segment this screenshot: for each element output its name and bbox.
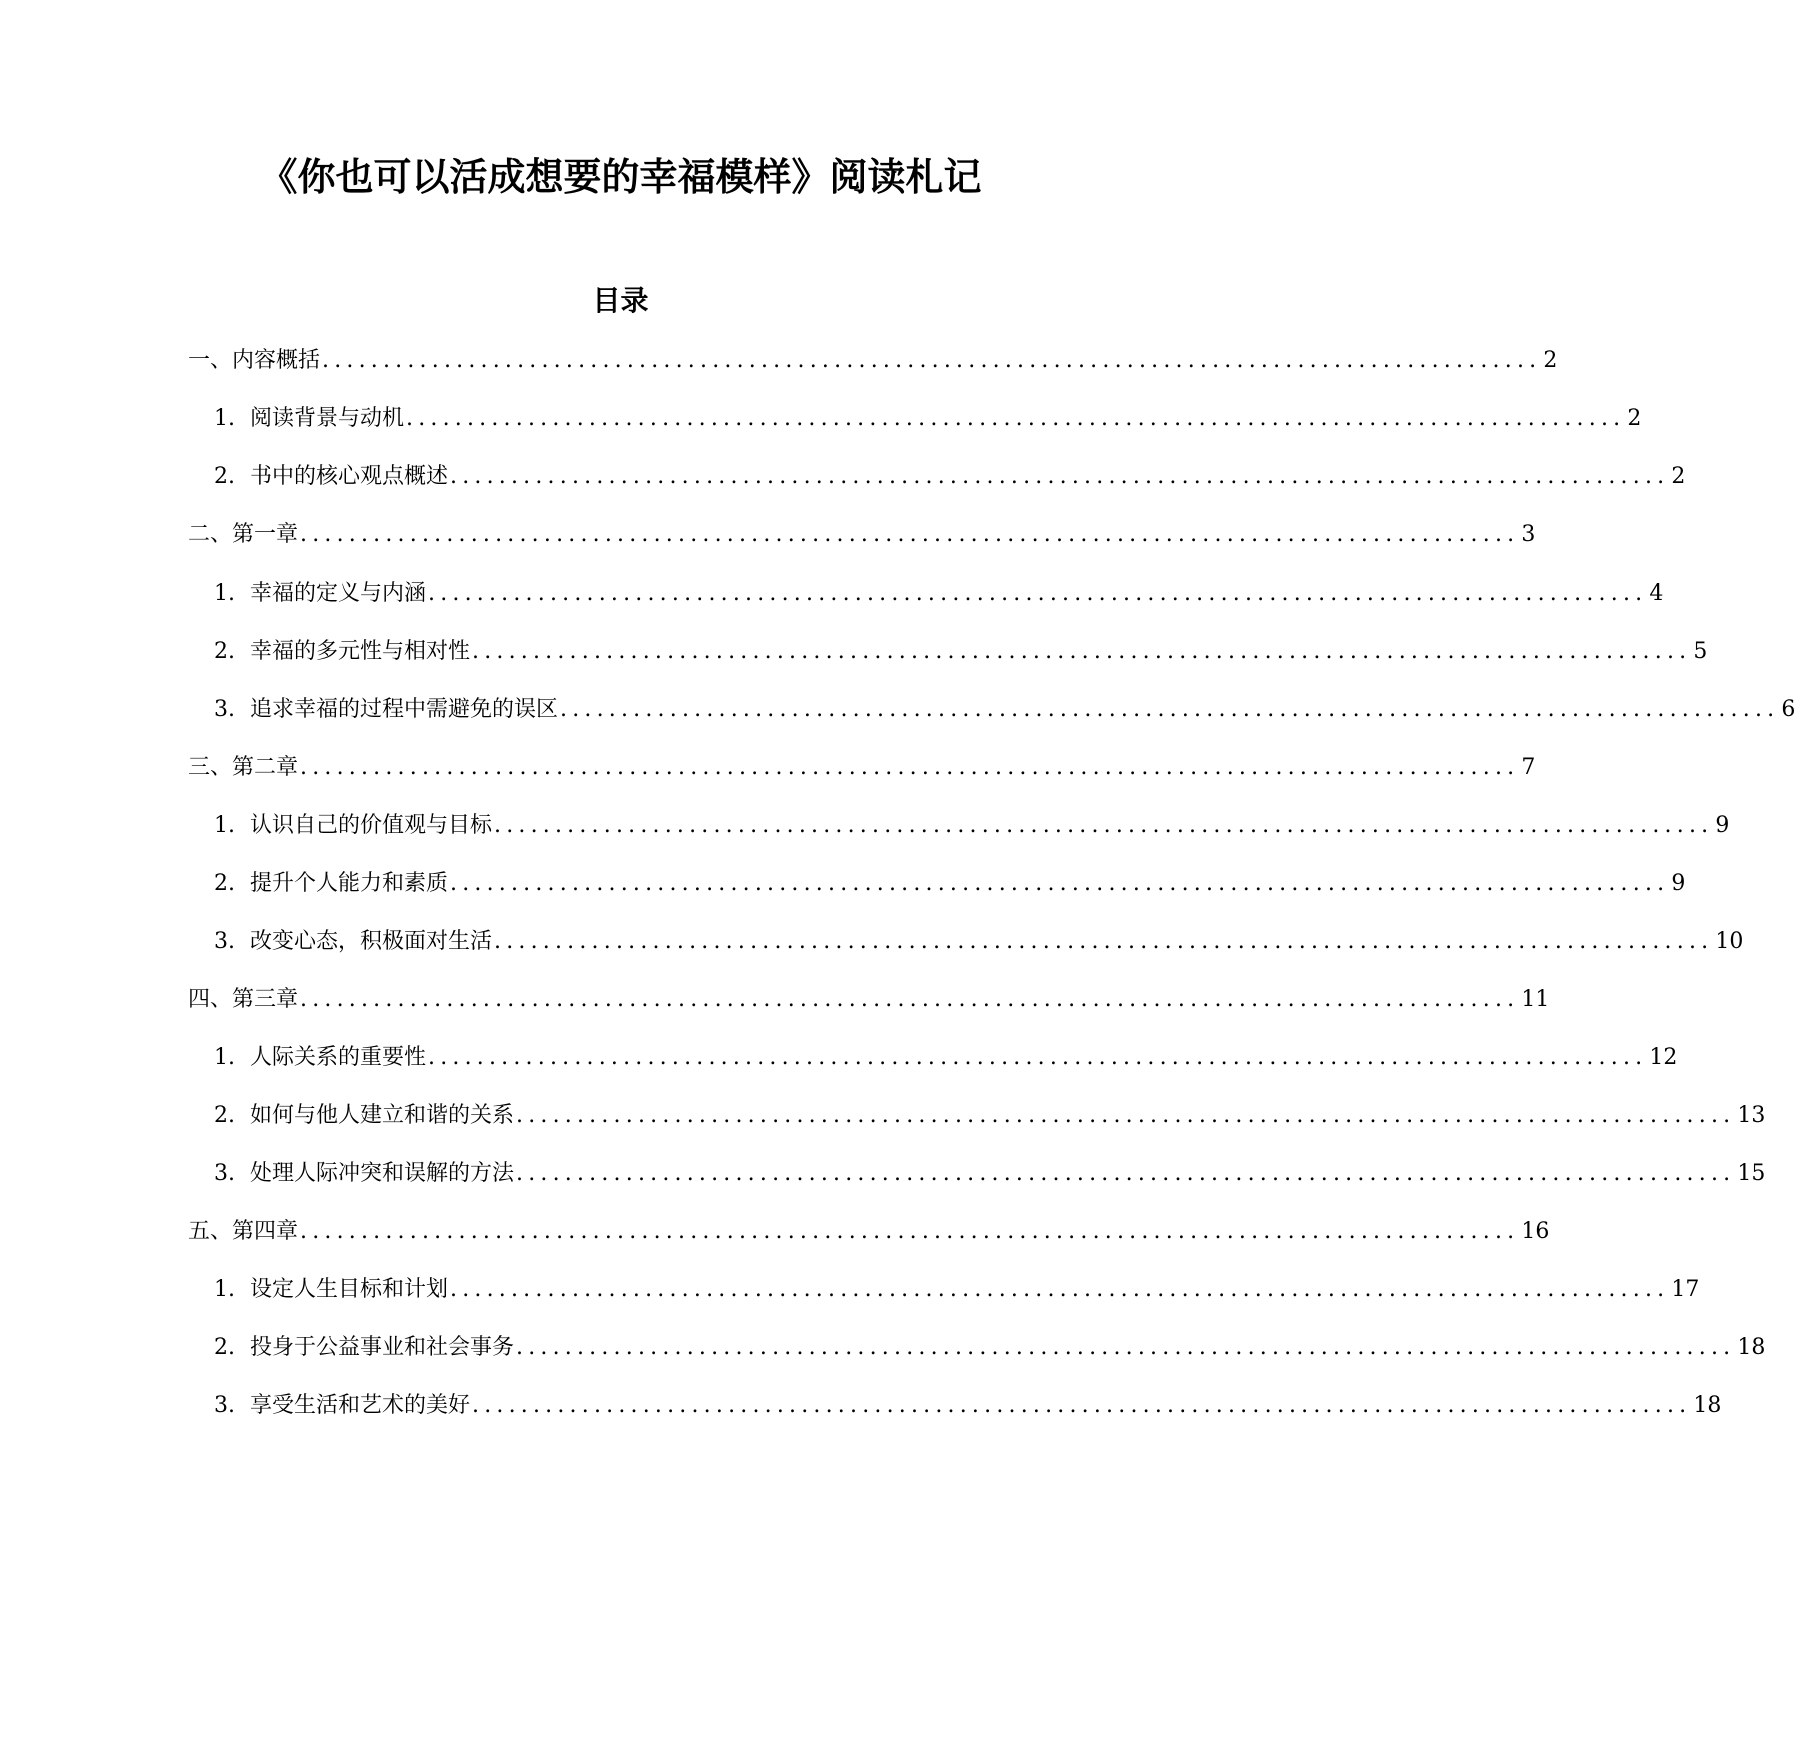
toc-entry-label: 四、第三章 [188,987,299,1012]
toc-entry-label: 追求幸福的过程中需避免的误区 [250,697,559,722]
toc-entry-label: 如何与他人建立和谐的关系 [250,1103,515,1128]
toc-entry[interactable] [214,866,1686,902]
toc-entry-label: 阅读背景与动机 [250,406,405,431]
toc-page-number: 6 [1781,697,1795,722]
toc-entry-label: 设定人生目标和计划 [250,1277,449,1302]
toc-dot-leader: .................................................................................................... [450,871,1670,896]
toc-entry[interactable] [188,1214,1550,1250]
toc-entry[interactable] [214,1040,1678,1076]
toc-entry[interactable] [214,634,1708,670]
toc-dot-leader: .................................................................................................... [516,1103,1736,1128]
toc-entry[interactable] [188,517,1536,553]
document-title: 《你也可以活成想要的幸福模样》阅读札记 [259,155,982,199]
toc-page-number: 15 [1737,1161,1766,1186]
toc-entry[interactable] [214,1330,1766,1366]
toc-dot-leader: .................................................................................................... [494,813,1714,838]
toc-dot-leader: .................................................................................................... [300,522,1520,547]
toc-entry[interactable] [214,1156,1766,1192]
toc-page-number: 4 [1649,581,1664,606]
toc-entry-number: 1. [214,406,235,431]
toc-entry-label: 五、第四章 [188,1219,299,1244]
toc-entry-number: 2. [214,1103,235,1128]
toc-page-number: 18 [1693,1393,1722,1418]
toc-page-number: 17 [1671,1277,1700,1302]
toc-entry[interactable] [214,459,1686,495]
toc-dot-leader: .................................................................................................... [494,929,1714,954]
toc-entry-number: 2. [214,464,235,489]
toc-page-number: 2 [1543,348,1558,373]
toc-entry[interactable] [188,750,1536,786]
toc-dot-leader: .................................................................................................... [472,1393,1692,1418]
toc-dot-leader: .................................................................................................... [300,755,1520,780]
toc-dot-leader: .................................................................................................... [300,1219,1520,1244]
toc-entry[interactable] [188,982,1550,1018]
toc-entry-label: 人际关系的重要性 [250,1045,427,1070]
toc-entry-label: 提升个人能力和素质 [250,871,449,896]
toc-entry-number: 1. [214,1045,235,1070]
toc-dot-leader: .................................................................................................... [450,464,1670,489]
toc-entry-label: 幸福的多元性与相对性 [250,639,471,664]
toc-page-number: 9 [1715,813,1730,838]
toc-entry-number: 1. [214,581,235,606]
toc-heading: 目录 [592,284,649,317]
toc-dot-leader: .................................................................................................... [560,697,1780,722]
toc-entry-label: 改变心态，积极面对生活 [250,929,493,954]
toc-dot-leader: .................................................................................................... [322,348,1542,373]
toc-entry[interactable] [214,401,1642,437]
toc-dot-leader: .................................................................................................... [516,1335,1736,1360]
toc-page-number: 11 [1521,987,1550,1012]
toc-dot-leader: .................................................................................................... [300,987,1520,1012]
toc-entry-number: 2. [214,871,235,896]
toc-page-number: 13 [1737,1103,1766,1128]
toc-entry[interactable] [214,1272,1700,1308]
toc-page-number: 5 [1693,639,1708,664]
toc-page-number: 10 [1715,929,1744,954]
toc-entry[interactable] [214,1388,1722,1424]
toc-entry[interactable] [214,576,1664,612]
toc-entry-label: 处理人际冲突和误解的方法 [250,1161,515,1186]
toc-dot-leader: .................................................................................................... [428,1045,1648,1070]
toc-page-number: 12 [1649,1045,1678,1070]
toc-page-number: 16 [1521,1219,1550,1244]
toc-entry-number: 3. [214,929,235,954]
toc-page-number: 9 [1671,871,1686,896]
toc-page-number: 3 [1521,522,1536,547]
toc-entry-label: 享受生活和艺术的美好 [250,1393,471,1418]
toc-dot-leader: .................................................................................................... [516,1161,1736,1186]
toc-entry-label: 书中的核心观点概述 [250,464,449,489]
toc-entry[interactable] [214,692,1795,728]
toc-entry[interactable] [214,1098,1766,1134]
toc-page-number: 7 [1521,755,1536,780]
toc-entry-label: 认识自己的价值观与目标 [250,813,493,838]
toc-page-number: 2 [1671,464,1686,489]
toc-dot-leader: .................................................................................................... [472,639,1692,664]
toc-entry-label: 投身于公益事业和社会事务 [250,1335,515,1360]
toc-dot-leader: .................................................................................................... [406,406,1626,431]
toc-dot-leader: .................................................................................................... [450,1277,1670,1302]
toc-entry[interactable] [214,808,1730,844]
toc-entry-number: 2. [214,639,235,664]
toc-entry-number: 3. [214,1393,235,1418]
toc-page-number: 18 [1737,1335,1766,1360]
toc-entry-number: 1. [214,1277,235,1302]
toc-entry-number: 3. [214,697,235,722]
toc-dot-leader: .................................................................................................... [428,581,1648,606]
toc-entry-label: 幸福的定义与内涵 [250,581,427,606]
toc-entry[interactable] [214,924,1744,960]
toc-entry-label: 二、第一章 [188,522,299,547]
toc-entry-number: 2. [214,1335,235,1360]
toc-entry-number: 3. [214,1161,235,1186]
toc-entry[interactable] [188,343,1558,379]
toc-page-number: 2 [1627,406,1642,431]
toc-entry-number: 1. [214,813,235,838]
toc-entry-label: 三、第二章 [188,755,299,780]
toc-entry-label: 一、内容概括 [188,348,321,373]
